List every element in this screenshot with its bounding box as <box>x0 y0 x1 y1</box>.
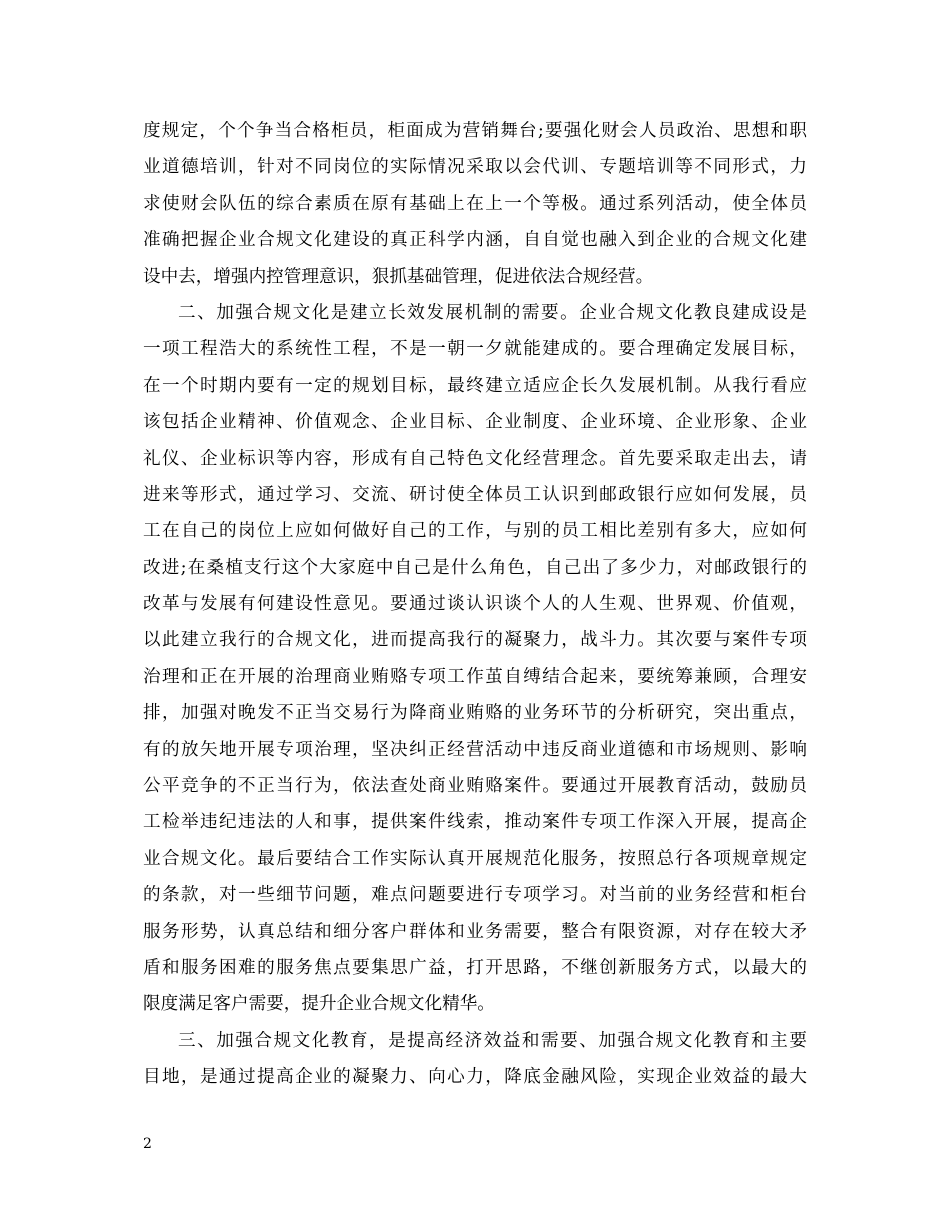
text-line: 以此建立我行的合规文化，进而提高我行的凝聚力，战斗力。其次要与案件专项 <box>143 630 807 651</box>
text-line: 排，加强对晚发不正当交易行为降商业贿赂的业务环节的分析研究，突出重点， <box>143 703 807 724</box>
text-line: 该包括企业精神、价值观念、企业目标、企业制度、企业环境、企业形象、企业 <box>143 412 807 433</box>
text-line: 进来等形式，通过学习、交流、研讨使全体员工认识到邮政银行应如何发展，员 <box>143 484 807 505</box>
text-line: 治理和正在开展的治理商业贿赂专项工作茧自缚结合起来，要统筹兼顾，合理安 <box>143 666 807 687</box>
text-line: 准确把握企业合规文化建设的真正科学内涵，自自觉也融入到企业的合规文化建 <box>143 230 807 251</box>
text-line: 有的放矢地开展专项治理，坚决纠正经营活动中违反商业道德和市场规则、影响 <box>143 739 807 760</box>
text-line: 礼仪、企业标识等内容，形成有自己特色文化经营理念。首先要采取走出去，请 <box>143 448 807 469</box>
body-text <box>143 113 807 1096</box>
text-line: 设中去，增强内控管理意识，狠抓基础管理，促进依法合规经营。 <box>143 266 654 287</box>
text-line: 二、加强合规文化是建立长效发展机制的需要。企业合规文化教良建成设是 <box>178 302 807 323</box>
text-line: 业合规文化。最后要结合工作实际认真开展规范化服务，按照总行各项规章规定 <box>143 848 807 869</box>
text-line: 业道德培训，针对不同岗位的实际情况采取以会代训、专题培训等不同形式，力 <box>143 157 807 178</box>
text-line: 限度满足客户需要，提升企业合规文化精华。 <box>143 994 495 1015</box>
text-line: 服务形势，认真总结和细分客户群体和业务需要，整合有限资源，对存在较大矛 <box>143 921 807 942</box>
text-line: 在一个时期内要有一定的规划目标，最终建立适应企长久发展机制。从我行看应 <box>143 375 807 396</box>
page-number: 2 <box>143 1136 152 1152</box>
text-line: 工在自己的岗位上应如何做好自己的工作，与别的员工相比差别有多大，应如何 <box>143 521 807 542</box>
text-line: 三、加强合规文化教育，是提高经济效益和需要、加强合规文化教育和主要 <box>178 1030 807 1051</box>
text-line: 度规定，个个争当合格柜员，柜面成为营销舞台;要强化财会人员政治、思想和职 <box>143 121 807 141</box>
text-line: 工检举违纪违法的人和事，提供案件线索，推动案件专项工作深入开展，提高企 <box>143 812 807 833</box>
text-line: 的条款，对一些细节问题，难点问题要进行专项学习。对当前的业务经营和柜台 <box>143 885 807 906</box>
text-line: 目地，是通过提高企业的凝聚力、向心力，降底金融风险，实现企业效益的最大 <box>143 1067 807 1088</box>
text-line: 盾和服务困难的服务焦点要集思广益，打开思路，不继创新服务方式，以最大的 <box>143 957 807 978</box>
text-line: 一项工程浩大的系统性工程，不是一朝一夕就能建成的。要合理确定发展目标， <box>143 339 807 360</box>
text-line: 求使财会队伍的综合素质在原有基础上在上一个等极。通过系列活动，使全体员 <box>143 193 807 214</box>
text-line: 改革与发展有何建设性意见。要通过谈认识谈个人的人生观、世界观、价值观， <box>143 594 807 615</box>
text-line: 改进;在桑植支行这个大家庭中自己是什么角色，自己出了多少力，对邮政银行的 <box>143 557 807 578</box>
text-line: 公平竞争的不正当行为，依法查处商业贿赂案件。要通过开展教育活动，鼓励员 <box>143 776 807 797</box>
